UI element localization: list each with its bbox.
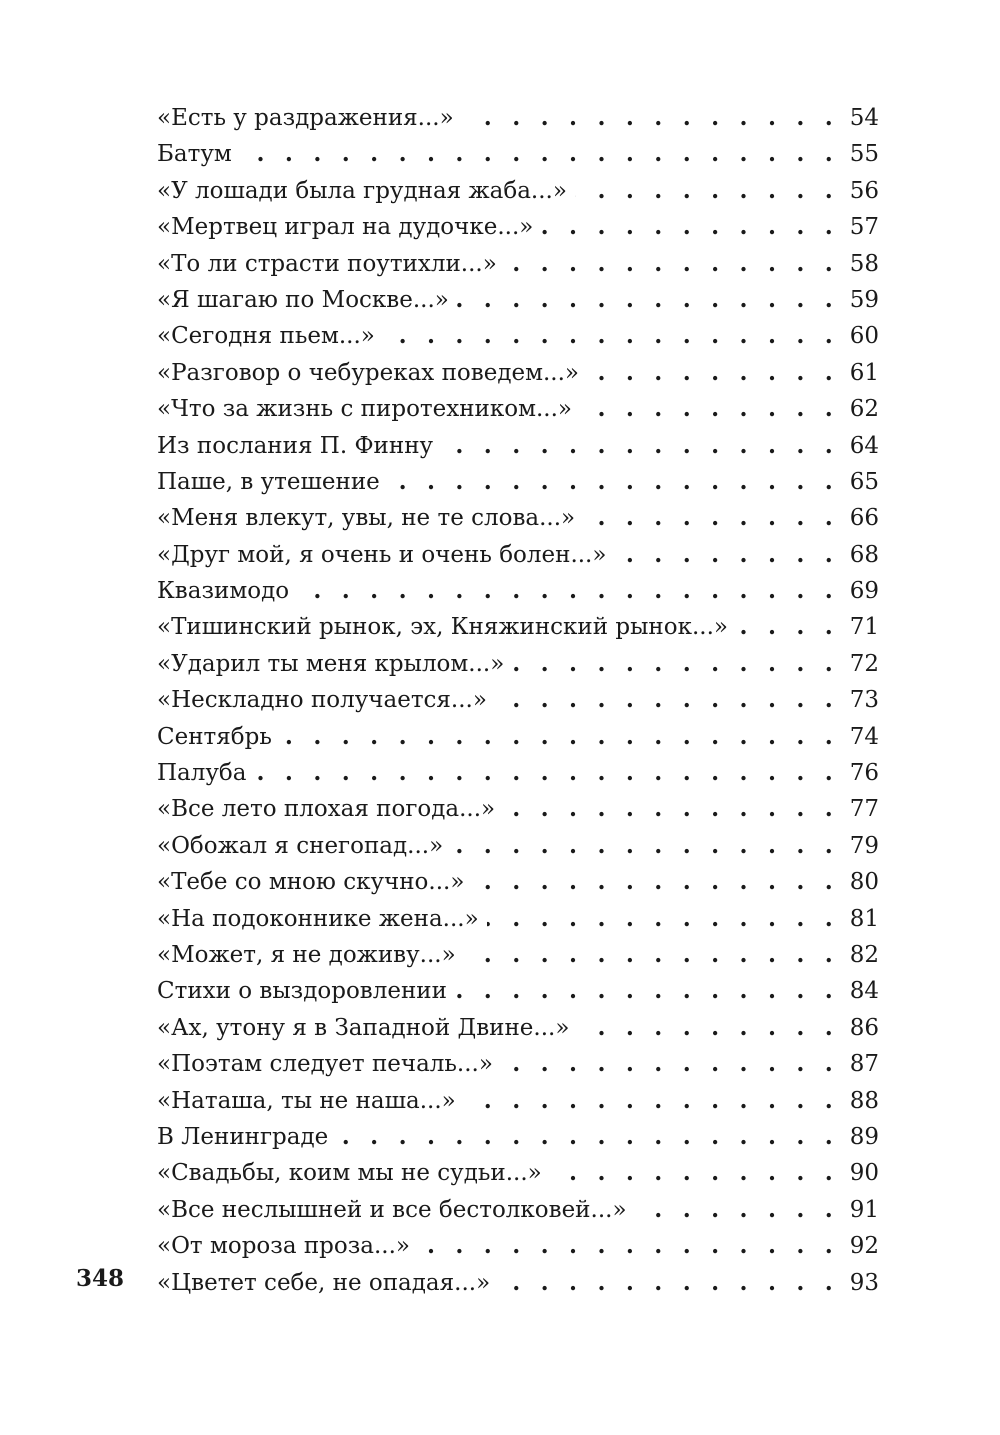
toc-entry-title: «Обожал я снегопад...»	[157, 832, 444, 859]
dot-leader	[505, 246, 839, 282]
toc-entry-title: «Цветет себе, не опадая...»	[157, 1269, 491, 1296]
dot-leader	[383, 318, 839, 354]
toc-entry	[157, 318, 879, 354]
page-number: 348	[76, 1265, 125, 1292]
dot-leader	[583, 500, 839, 536]
toc-entry-page: 87	[849, 1051, 879, 1078]
toc-entry	[157, 136, 879, 172]
toc-entry-page: 79	[849, 832, 879, 859]
toc-entry	[157, 209, 879, 245]
toc-entry	[157, 1192, 879, 1228]
toc-entry-title: Батум	[157, 141, 232, 168]
toc-entry-title: «Тебе со мною скучно...»	[157, 869, 465, 896]
toc-entry-page: 86	[849, 1014, 879, 1041]
toc-entry-page: 56	[849, 177, 879, 204]
dot-leader	[441, 428, 839, 464]
toc-entry-title: «У лошади была грудная жаба...»	[157, 177, 567, 204]
toc-entry-title: «Сегодня пьем...»	[157, 323, 375, 350]
toc-entry	[157, 864, 879, 900]
toc-entry-page: 91	[849, 1196, 879, 1223]
toc-entry	[157, 428, 879, 464]
toc-entry	[157, 755, 879, 791]
dot-leader	[451, 828, 839, 864]
toc-entry-title: «Тишинский рынок, эх, Княжинский рынок...»	[157, 614, 728, 641]
toc-entry-page: 89	[849, 1123, 879, 1150]
dot-leader	[457, 282, 839, 318]
toc-entry	[157, 682, 879, 718]
toc-entry-title: «От мороза проза...»	[157, 1233, 410, 1260]
toc-entry-title: «Мертвец играл на дудочке...»	[157, 214, 534, 241]
toc-entry-title: «Все лето плохая погода...»	[157, 796, 496, 823]
dot-leader	[736, 609, 839, 645]
toc-entry-page: 59	[849, 286, 879, 313]
dot-leader	[472, 864, 839, 900]
toc-entry-title: «Может, я не доживу...»	[157, 941, 456, 968]
dot-leader	[550, 1155, 839, 1191]
toc-entry-page: 64	[849, 432, 879, 459]
toc-entry	[157, 1119, 879, 1155]
toc-entry	[157, 464, 879, 500]
toc-entry	[157, 1010, 879, 1046]
toc-entry-title: «Есть у раздражения...»	[157, 105, 454, 131]
toc-entry	[157, 573, 879, 609]
toc-entry	[157, 791, 879, 827]
dot-leader	[280, 719, 839, 755]
toc-entry-title: «Ах, утону я в Западной Двине...»	[157, 1014, 570, 1041]
toc-entry-title: Палуба	[157, 760, 247, 787]
toc-entry-title: «То ли страсти поутихли...»	[157, 250, 497, 277]
toc-entry-page: 88	[849, 1087, 879, 1114]
toc-entry-page: 68	[849, 541, 879, 568]
toc-entry-page: 65	[849, 468, 879, 495]
toc-entry-title: «Свадьбы, коим мы не судьи...»	[157, 1160, 542, 1187]
toc-entry-title: Из послания П. Финну	[157, 432, 434, 459]
dot-leader	[498, 1265, 839, 1301]
toc-entry	[157, 282, 879, 318]
toc-entry	[157, 901, 879, 937]
dot-leader	[577, 1010, 839, 1046]
toc-entry	[157, 173, 879, 209]
dot-leader	[254, 755, 839, 791]
dot-leader	[464, 937, 839, 973]
toc-entry-title: В Ленинграде	[157, 1123, 329, 1150]
toc-entry-page: 84	[849, 978, 879, 1005]
toc-entry-page: 54	[849, 105, 879, 131]
toc-entry-title: «Я шагаю по Москве...»	[157, 286, 449, 313]
toc-entry-page: 55	[849, 141, 879, 168]
toc-entry-page: 61	[849, 359, 879, 386]
dot-leader	[462, 100, 839, 136]
dot-leader	[336, 1119, 839, 1155]
toc-entry-title: Сентябрь	[157, 723, 272, 750]
toc-entry-title: «На подоконнике жена...»	[157, 905, 479, 932]
dot-leader	[464, 1083, 839, 1119]
toc-entry-page: 69	[849, 578, 879, 605]
toc-entry	[157, 246, 879, 282]
dot-leader	[297, 573, 839, 609]
toc-entry-title: «Все неслышней и все бестолковей...»	[157, 1196, 627, 1223]
toc-entry-page: 62	[849, 396, 879, 423]
dot-leader	[418, 1228, 839, 1264]
toc-entry-page: 74	[849, 723, 879, 750]
toc-entry-page: 71	[849, 614, 879, 641]
dot-leader	[587, 355, 839, 391]
toc-entry-title: Паше, в утешение	[157, 468, 380, 495]
dot-leader	[575, 173, 839, 209]
toc-entry	[157, 1228, 879, 1264]
dot-leader	[635, 1192, 839, 1228]
toc-entry	[157, 391, 879, 427]
dot-leader	[240, 136, 839, 172]
table-of-contents	[157, 100, 879, 1301]
dot-leader	[455, 973, 839, 1009]
toc-entry	[157, 1046, 879, 1082]
dot-leader	[541, 209, 839, 245]
toc-entry-page: 92	[849, 1233, 879, 1260]
toc-entry	[157, 973, 879, 1009]
toc-entry	[157, 355, 879, 391]
toc-entry-page: 81	[849, 905, 879, 932]
toc-entry-title: «Нескладно получается...»	[157, 687, 487, 714]
dot-leader	[388, 464, 839, 500]
dot-leader	[501, 1046, 839, 1082]
toc-entry	[157, 828, 879, 864]
toc-entry-page: 93	[849, 1269, 879, 1296]
toc-entry-page: 58	[849, 250, 879, 277]
toc-entry-page: 66	[849, 505, 879, 532]
dot-leader	[503, 791, 839, 827]
toc-entry-page: 76	[849, 760, 879, 787]
toc-entry	[157, 1265, 879, 1301]
toc-entry	[157, 537, 879, 573]
toc-entry-title: «Ударил ты меня крылом...»	[157, 650, 505, 677]
toc-entry-page: 77	[849, 796, 879, 823]
toc-entry-title: «Что за жизнь с пиротехником...»	[157, 396, 572, 423]
dot-leader	[495, 682, 839, 718]
toc-entry-title: Квазимодо	[157, 578, 290, 605]
toc-entry	[157, 719, 879, 755]
toc-entry-title: «Поэтам следует печаль...»	[157, 1051, 493, 1078]
toc-entry-title: Стихи о выздоровлении	[157, 978, 447, 1005]
toc-entry-page: 90	[849, 1160, 879, 1187]
toc-entry	[157, 1155, 879, 1191]
toc-entry	[157, 1083, 879, 1119]
toc-entry	[157, 500, 879, 536]
toc-entry-page: 73	[849, 687, 879, 714]
toc-entry-page: 60	[849, 323, 879, 350]
toc-entry-page: 72	[849, 650, 879, 677]
toc-entry	[157, 937, 879, 973]
toc-entry-title: «Друг мой, я очень и очень болен...»	[157, 541, 607, 568]
toc-entry-page: 57	[849, 214, 879, 241]
toc-entry-title: «Меня влекут, увы, не те слова...»	[157, 505, 576, 532]
dot-leader	[512, 646, 839, 682]
dot-leader	[487, 901, 839, 937]
toc-entry-page: 80	[849, 869, 879, 896]
toc-entry	[157, 646, 879, 682]
toc-entry	[157, 609, 879, 645]
toc-entry-title: «Разговор о чебуреках поведем...»	[157, 359, 579, 386]
dot-leader	[614, 537, 839, 573]
toc-entry-title: «Наташа, ты не наша...»	[157, 1087, 456, 1114]
toc-entry-page: 82	[849, 941, 879, 968]
dot-leader	[580, 391, 839, 427]
toc-entry	[157, 100, 879, 136]
